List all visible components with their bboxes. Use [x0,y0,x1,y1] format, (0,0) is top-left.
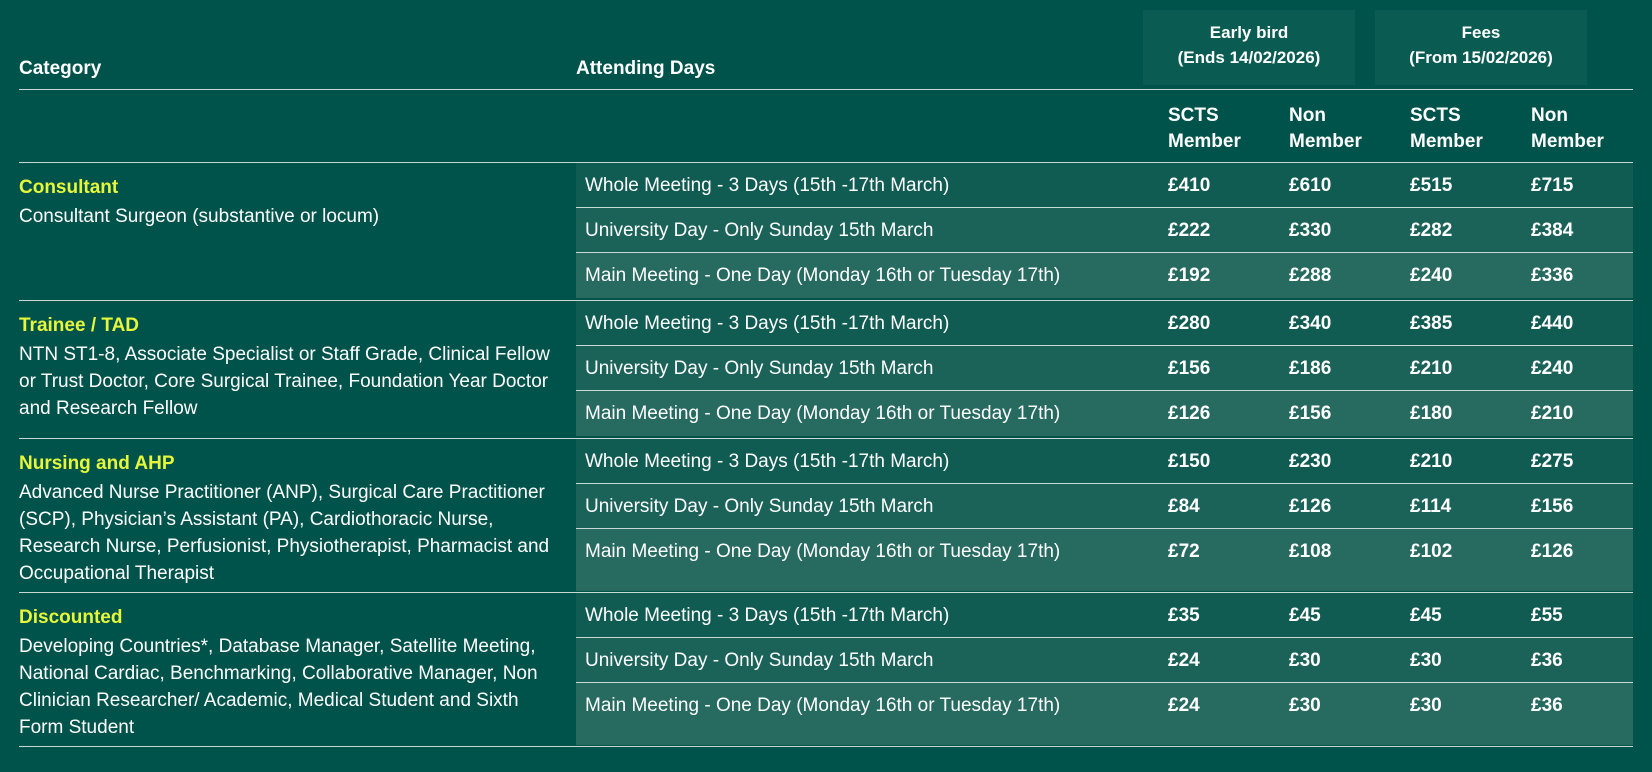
category-title: Nursing and AHP [19,453,175,474]
fee-early-non: £156 [1289,403,1332,424]
fee-scts: £515 [1410,175,1453,196]
subheader-line: SCTS [1410,105,1461,126]
fee-early-non: £45 [1289,605,1321,626]
fee-early-non: £30 [1289,695,1321,716]
category-title: Consultant [19,177,119,198]
attending-days: University Day - Only Sunday 15th March [585,220,934,241]
fee-early-non: £610 [1289,175,1332,196]
fee-non: £156 [1531,496,1574,517]
fee-scts: £102 [1410,541,1453,562]
fee-scts: £240 [1410,265,1453,286]
fee-rows [576,439,1633,591]
fee-early-scts: £84 [1168,496,1200,517]
attending-days: Main Meeting - One Day (Monday 16th or Tuesday 17th) [585,403,1061,424]
table-row [576,346,1633,391]
category-title: Discounted [19,607,123,628]
category-group-discounted [19,593,1633,747]
table-row [576,391,1633,436]
fee-non: £275 [1531,451,1574,472]
table-row [576,439,1633,484]
fee-scts: £30 [1410,695,1442,716]
subheader-line: Non [1289,105,1326,126]
table-header [19,0,1633,90]
fee-early-scts: £410 [1168,175,1211,196]
category-description: Advanced Nurse Practitioner (ANP), Surgical Care Practitioner (SCP), Physician’s Assistant (PA), Cardiothoracic Nurse, Research Nurse, Perfusionist, Physiotherapist, Pharmacist and Occupational Therapist [19,482,550,584]
fee-scts: £282 [1410,220,1453,241]
category-title: Trainee / TAD [19,315,140,336]
fee-early-non: £330 [1289,220,1332,241]
fee-scts: £180 [1410,403,1453,424]
subheader-line: Member [1289,131,1362,152]
fee-early-non: £230 [1289,451,1332,472]
fee-early-non: £340 [1289,313,1332,334]
attending-days: Main Meeting - One Day (Monday 16th or Tuesday 17th) [585,265,1061,286]
subheader-fees-scts [1410,103,1483,155]
fee-early-scts: £24 [1168,695,1200,716]
attending-days: Whole Meeting - 3 Days (15th -17th March) [585,451,950,472]
fee-rows [576,301,1633,436]
table-row [576,683,1633,745]
attending-days: Main Meeting - One Day (Monday 16th or Tuesday 17th) [585,541,1061,562]
fee-early-scts: £156 [1168,358,1211,379]
fee-non: £440 [1531,313,1574,334]
attending-days: Main Meeting - One Day (Monday 16th or Tuesday 17th) [585,695,1061,716]
fee-early-non: £288 [1289,265,1332,286]
attending-days: University Day - Only Sunday 15th March [585,650,934,671]
fee-early-non: £108 [1289,541,1332,562]
category-description: Developing Countries*, Database Manager, Satellite Meeting, National Cardiac, Benchmarking, Collaborative Manager, Non Clinician Researcher/ Academic, Medical Student and Sixth Form Student [19,636,538,738]
fee-early-non: £186 [1289,358,1332,379]
category-description: NTN ST1-8, Associate Specialist or Staff Grade, Clinical Fellow or Trust Doctor, Core Surgical Trainee, Foundation Year Doctor and Research Fellow [19,344,550,419]
subheader-line: Member [1531,131,1604,152]
subheader-early-scts [1168,103,1241,155]
fee-non: £715 [1531,175,1574,196]
subheader-line: Member [1410,131,1483,152]
table-row [576,163,1633,208]
fee-non: £336 [1531,265,1574,286]
fee-early-scts: £24 [1168,650,1200,671]
table-row [576,529,1633,591]
fee-early-non: £126 [1289,496,1332,517]
fee-scts: £385 [1410,313,1453,334]
fee-early-scts: £126 [1168,403,1211,424]
subheader-line: Non [1531,105,1568,126]
header-early-bird [1143,10,1355,85]
fee-non: £384 [1531,220,1574,241]
subheader-line: SCTS [1168,105,1219,126]
fee-early-scts: £222 [1168,220,1211,241]
subheader-line: Member [1168,131,1241,152]
fee-non: £36 [1531,695,1563,716]
fee-scts: £114 [1410,496,1452,517]
fees-date: (From 15/02/2026) [1409,48,1553,67]
attending-days: Whole Meeting - 3 Days (15th -17th March) [585,605,950,626]
attending-days: Whole Meeting - 3 Days (15th -17th March) [585,313,950,334]
category-description: Consultant Surgeon (substantive or locum) [19,206,380,227]
fee-scts: £30 [1410,650,1442,671]
fee-non: £55 [1531,605,1563,626]
subheader-early-non [1289,103,1362,155]
fee-scts: £45 [1410,605,1442,626]
attending-days: University Day - Only Sunday 15th March [585,358,934,379]
fee-scts: £210 [1410,358,1453,379]
early-bird-label: Early bird [1209,23,1289,42]
header-attending-days: Attending Days [576,58,716,79]
fee-rows [576,163,1633,298]
fees-label: Fees [1461,23,1501,42]
table-row [576,208,1633,253]
fee-early-scts: £72 [1168,541,1200,562]
fee-scts: £210 [1410,451,1453,472]
attending-days: Whole Meeting - 3 Days (15th -17th March) [585,175,950,196]
early-bird-date: (Ends 14/02/2026) [1177,48,1321,67]
header-fees [1375,10,1587,85]
header-category: Category [19,58,102,79]
fee-early-scts: £35 [1168,605,1200,626]
category-group-nursing-ahp [19,439,1633,593]
subheader-fees-non [1531,103,1604,155]
table-row [576,301,1633,346]
fee-early-scts: £150 [1168,451,1211,472]
fee-non: £240 [1531,358,1574,379]
table-row [576,593,1633,638]
fee-rows [576,593,1633,745]
table-row [576,253,1633,298]
table-subheader [19,90,1633,163]
fee-early-non: £30 [1289,650,1321,671]
fee-non: £210 [1531,403,1574,424]
attending-days: University Day - Only Sunday 15th March [585,496,934,517]
category-group-consultant [19,163,1633,301]
table-row [576,638,1633,683]
category-group-trainee [19,301,1633,439]
fee-early-scts: £192 [1168,265,1211,286]
fee-non: £36 [1531,650,1563,671]
fee-early-scts: £280 [1168,313,1211,334]
table-row [576,484,1633,529]
fee-non: £126 [1531,541,1574,562]
